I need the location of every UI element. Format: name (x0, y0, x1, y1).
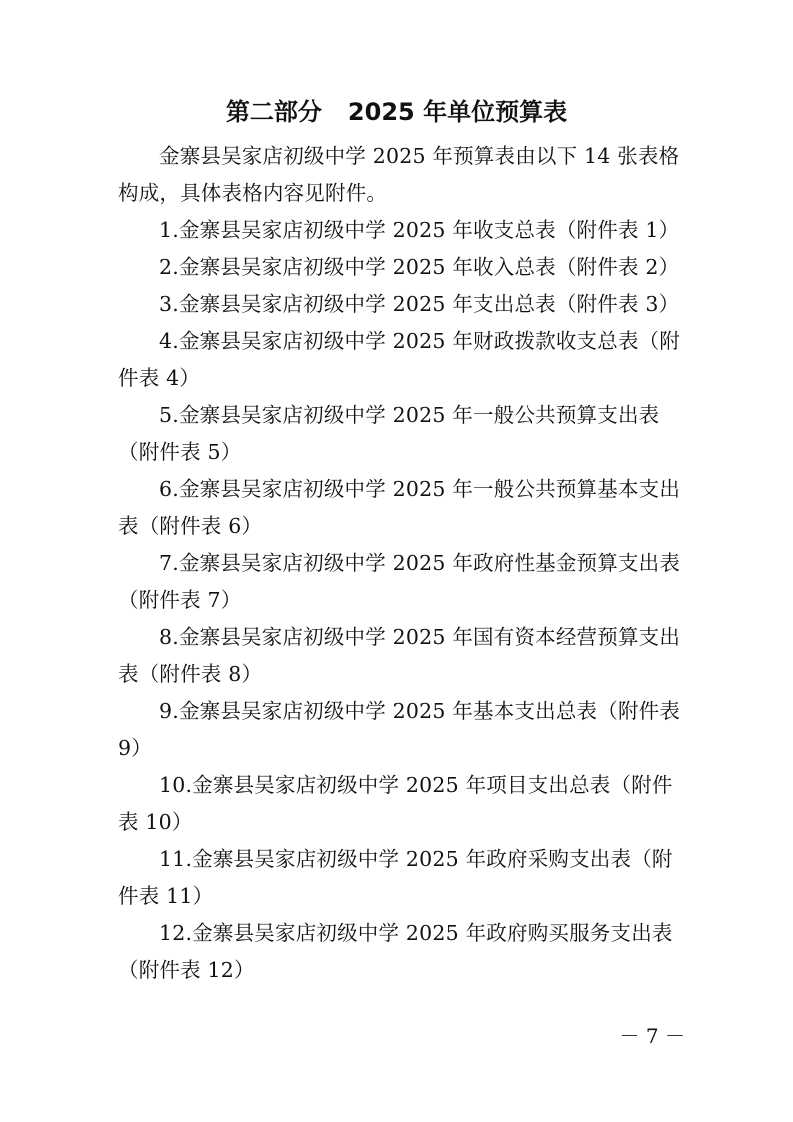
list-item-6: 6.金寨县吴家店初级中学 2025 年一般公共预算基本支出表（附件表 6） (118, 477, 681, 538)
list-item-2: 2.金寨县吴家店初级中学 2025 年收入总表（附件表 2） (159, 255, 680, 279)
page-number: － 7 － (619, 1024, 685, 1048)
list-item-9: 9.金寨县吴家店初级中学 2025 年基本支出总表（附件表 9） (118, 699, 681, 760)
list-item-4: 4.金寨县吴家店初级中学 2025 年财政拨款收支总表（附件表 4） (118, 329, 681, 390)
list-item-11: 11.金寨县吴家店初级中学 2025 年政府采购支出表（附件表 11） (118, 847, 673, 908)
intro-paragraph: 金寨县吴家店初级中学 2025 年预算表由以下 14 张表格构成，具体表格内容见附件。 (118, 144, 680, 205)
list-item-8: 8.金寨县吴家店初级中学 2025 年国有资本经营预算支出表（附件表 8） (118, 625, 681, 686)
list-item-1: 1.金寨县吴家店初级中学 2025 年收支总表（附件表 1） (159, 218, 680, 242)
section-title-part: 第二部分 (225, 98, 322, 126)
section-title (0, 95, 793, 129)
section-title-text: 2025 年单位预算表 (347, 98, 568, 126)
list-item-7: 7.金寨县吴家店初级中学 2025 年政府性基金预算支出表（附件表 7） (118, 551, 681, 612)
list-item-10: 10.金寨县吴家店初级中学 2025 年项目支出总表（附件表 10） (118, 773, 673, 834)
list-item-3: 3.金寨县吴家店初级中学 2025 年支出总表（附件表 3） (159, 292, 680, 316)
list-item-12: 12.金寨县吴家店初级中学 2025 年政府购买服务支出表（附件表 12） (118, 921, 673, 982)
list-item-5: 5.金寨县吴家店初级中学 2025 年一般公共预算支出表（附件表 5） (118, 403, 660, 464)
